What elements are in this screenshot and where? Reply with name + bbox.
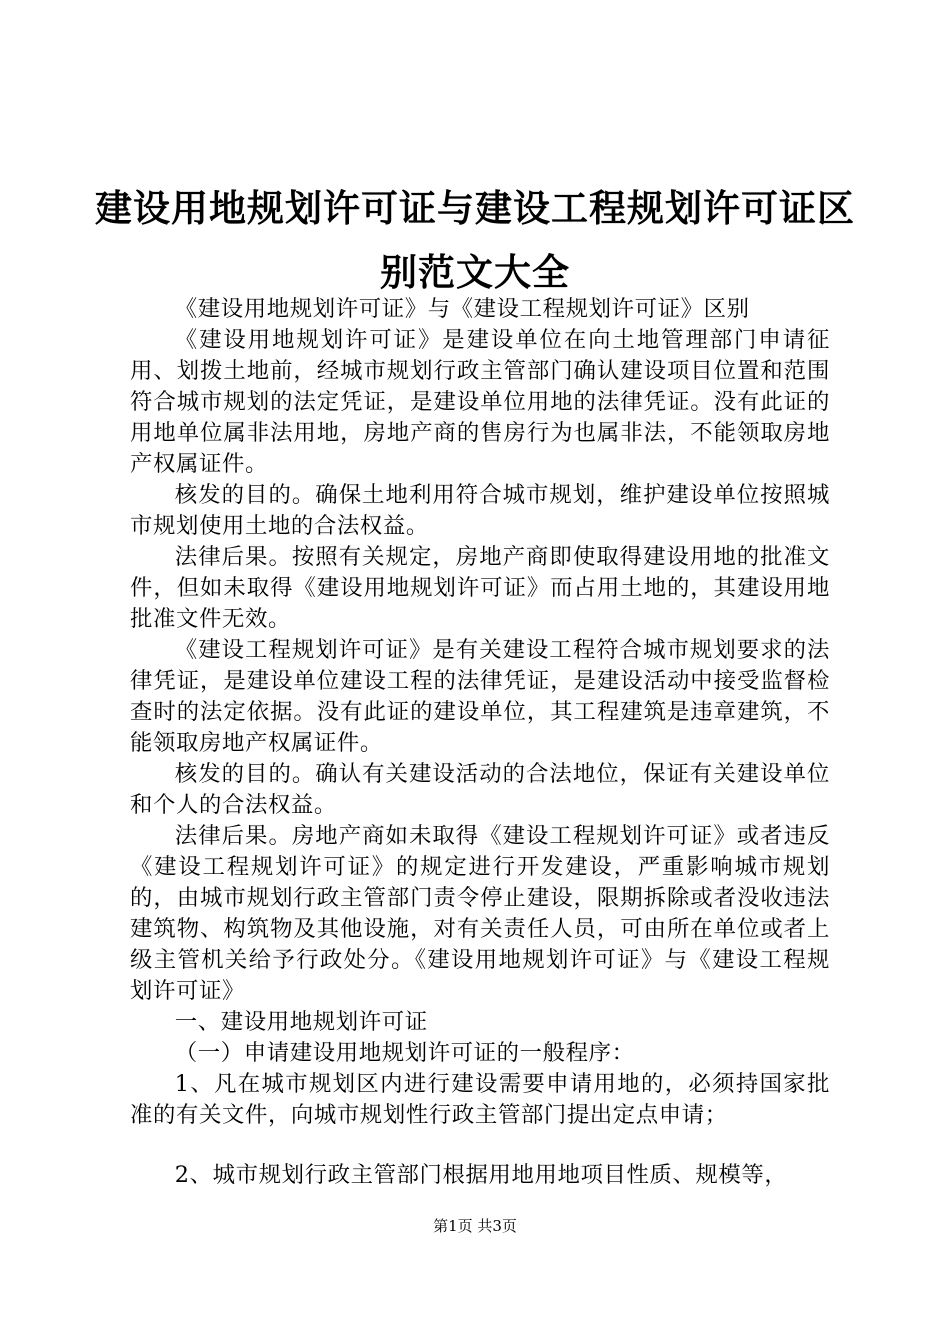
- paragraph: 核发的目的。确认有关建设活动的合法地位，保证有关建设单位和个人的合法权益。: [130, 761, 830, 818]
- subsection-heading: （一）申请建设用地规划许可证的一般程序：: [174, 1040, 635, 1066]
- paragraph: 核发的目的。确保土地利用符合城市规划，维护建设单位按照城市规划使用土地的合法权益。: [130, 482, 830, 539]
- paragraph: 《建设用地规划许可证》与《建设工程规划许可证》区别: [174, 296, 750, 322]
- document-title-line-1: 建设用地规划许可证与建设工程规划许可证区: [95, 186, 855, 230]
- paragraph: 《建设工程规划许可证》是有关建设工程符合城市规划要求的法律凭证，是建设单位建设工程的法律凭证，是建设活动中接受监督检查时的法定依据。没有此证的建设单位，其工程建筑是违章建筑，不能领取房地产权属证件。: [130, 637, 830, 756]
- paragraph: 《建设用地规划许可证》是建设单位在向土地管理部门申请征用、划拨土地前，经城市规划行政主管部门确认建设项目位置和范围符合城市规划的法定凭证，是建设单位用地的法律凭证。没有此证的用地单位属非法用地，房地产商的售房行为也属非法，不能领取房地产权属证件。: [130, 327, 830, 477]
- paragraph: 法律后果。房地产商如未取得《建设工程规划许可证》或者违反《建设工程规划许可证》的规定进行开发建设，严重影响城市规划的，由城市规划行政主管部门责令停止建设，限期拆除或者没收违法建筑物、构筑物及其他设施，对有关责任人员，可由所在单位或者上级主管机关给予行政处分。《建设用地规划许可证》与《建设工程规划许可证》: [130, 823, 830, 1004]
- document-body: [130, 294, 830, 1191]
- section-heading: 一、建设用地规划许可证: [174, 1009, 428, 1035]
- list-item: 1、凡在城市规划区内进行建设需要申请用地的，必须持国家批准的有关文件，向城市规划性行政主管部门提出定点申请；: [130, 1071, 830, 1128]
- list-item: 2、城市规划行政主管部门根据用地用地项目性质、规模等，: [174, 1162, 788, 1188]
- document-title-line-2: 别范文大全: [380, 250, 570, 294]
- page-footer: 第1页 共3页: [433, 1217, 517, 1235]
- paragraph: 法律后果。按照有关规定，房地产商即使取得建设用地的批准文件，但如未取得《建设用地规划许可证》而占用土地的，其建设用地批准文件无效。: [130, 544, 830, 632]
